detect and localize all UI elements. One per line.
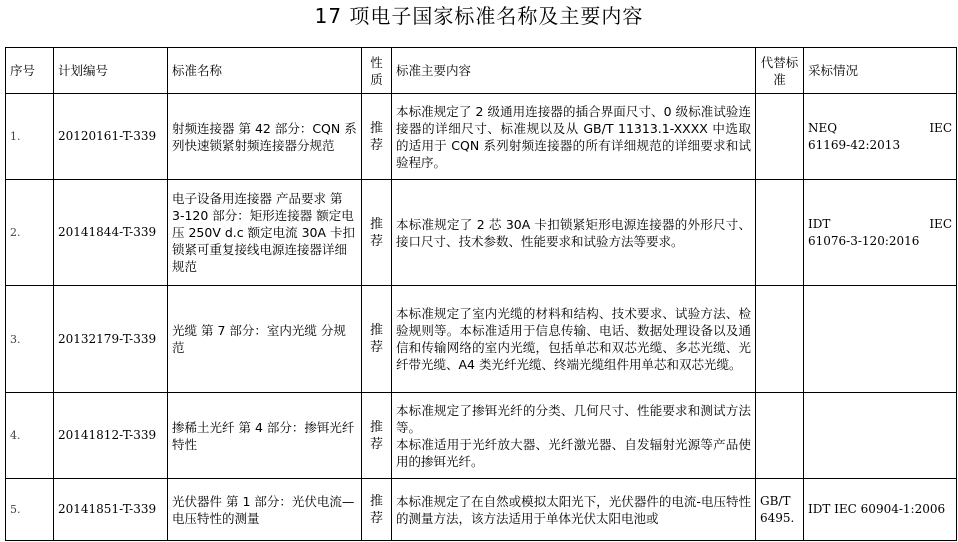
col-header-seq: 序号 xyxy=(6,48,54,94)
cell-content xyxy=(392,393,756,479)
cell-plan-no: 20141851-T-339 xyxy=(54,479,168,541)
col-header-replace: 代替标准 xyxy=(756,48,804,94)
standards-table xyxy=(5,47,957,541)
cell-replace xyxy=(756,94,804,180)
cell-adopt xyxy=(804,393,957,479)
adopt-type: NEQ xyxy=(808,120,838,135)
adopt-org: IEC xyxy=(929,216,952,231)
cell-seq: 1. xyxy=(6,94,54,180)
cell-nature: 推荐 xyxy=(362,479,392,541)
page-title: 17 项电子国家标准名称及主要内容 xyxy=(314,4,644,28)
cell-plan-no: 20141812-T-339 xyxy=(54,393,168,479)
cell-nature: 推荐 xyxy=(362,393,392,479)
col-header-adopt: 采标情况 xyxy=(804,48,957,94)
table-row xyxy=(6,393,957,479)
table-row xyxy=(6,479,957,541)
adopt-type: IDT xyxy=(808,216,831,231)
adopt-number: 61169-42:2013 xyxy=(808,137,901,152)
table-header-row xyxy=(6,48,957,94)
cell-replace xyxy=(756,393,804,479)
cell-seq: 5. xyxy=(6,479,54,541)
cell-std-name: 光伏器件 第 1 部分：光伏电流—电压特性的测量 xyxy=(168,479,362,541)
col-header-nature: 性质 xyxy=(362,48,392,94)
cell-adopt: IDT IEC 60904-1:2006 xyxy=(804,479,957,541)
cell-nature: 推荐 xyxy=(362,286,392,393)
cell-content: 本标准规定了在自然或模拟太阳光下，光伏器件的电流-电压特性的测量方法，该方法适用于单体光伏太阳电池或 xyxy=(392,479,756,541)
cell-std-name: 电子设备用连接器 产品要求 第 3-120 部分：矩形连接器 额定电压 250V d.c 额定电流 30A 卡扣锁紧可重复接线电源连接器详细规范 xyxy=(168,180,362,286)
table-row xyxy=(6,286,957,393)
cell-seq: 2. xyxy=(6,180,54,286)
cell-std-name: 掺稀土光纤 第 4 部分：掺铒光纤特性 xyxy=(168,393,362,479)
cell-nature: 推荐 xyxy=(362,94,392,180)
cell-std-name: 光缆 第 7 部分：室内光缆 分规范 xyxy=(168,286,362,393)
cell-adopt xyxy=(804,94,957,180)
table-row xyxy=(6,180,957,286)
cell-replace: GB/T 6495. xyxy=(756,479,804,541)
cell-content: 本标准规定了室内光缆的材料和结构、技术要求、试验方法、检验规则等。本标准适用于信息传输、电话、数据处理设备以及通信和传输网络的室内光缆，包括单芯和双芯光缆、多芯光缆、光纤带光缆、A4 类光纤光缆、终端光缆组件用单芯和双芯光缆。 xyxy=(392,286,756,393)
cell-seq: 3. xyxy=(6,286,54,393)
cell-adopt xyxy=(804,286,957,393)
cell-nature: 推荐 xyxy=(362,180,392,286)
col-header-std-name: 标准名称 xyxy=(168,48,362,94)
col-header-plan-no: 计划编号 xyxy=(54,48,168,94)
cell-replace xyxy=(756,286,804,393)
cell-content: 本标准规定了 2 芯 30A 卡扣锁紧矩形电源连接器的外形尺寸、接口尺寸、技术参数、性能要求和试验方法等要求。 xyxy=(392,180,756,286)
cell-seq: 4. xyxy=(6,393,54,479)
cell-plan-no: 20120161-T-339 xyxy=(54,94,168,180)
adopt-number: 61076-3-120:2016 xyxy=(808,233,920,248)
adopt-org: IEC xyxy=(929,120,952,135)
cell-adopt xyxy=(804,180,957,286)
cell-content: 本标准规定了 2 级通用连接器的插合界面尺寸、0 级标准试验连接器的详细尺寸、标准规以及从 GB/T 11313.1-XXXX 中选取的适用于 CQN 系列射频连接器的所有详细规范的详细要求和试验程序。 xyxy=(392,94,756,180)
content-paragraph: 本标准规定了掺铒光纤的分类、几何尺寸、性能要求和测试方法等。 xyxy=(396,402,751,435)
cell-std-name: 射频连接器 第 42 部分：CQN 系列快速锁紧射频连接器分规范 xyxy=(168,94,362,180)
cell-replace xyxy=(756,180,804,286)
col-header-content: 标准主要内容 xyxy=(392,48,756,94)
cell-plan-no: 20141844-T-339 xyxy=(54,180,168,286)
content-paragraph: 本标准适用于光纤放大器、光纤激光器、自发辐射光源等产品使用的掺铒光纤。 xyxy=(396,436,751,469)
table-row xyxy=(6,94,957,180)
cell-plan-no: 20132179-T-339 xyxy=(54,286,168,393)
